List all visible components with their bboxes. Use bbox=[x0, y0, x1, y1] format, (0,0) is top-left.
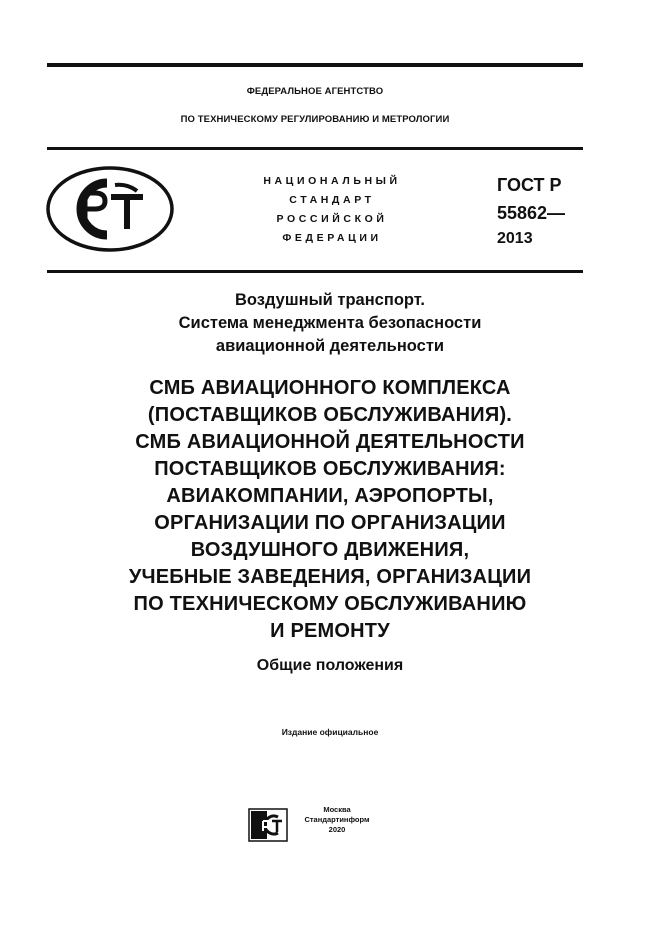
document-title bbox=[47, 375, 613, 645]
title-line: ПОСТАВЩИКОВ ОБСЛУЖИВАНИЯ: bbox=[154, 458, 506, 480]
title-line: ВОЗДУШНОГО ДВИЖЕНИЯ, bbox=[190, 539, 470, 561]
standard-code-line2: 55862— bbox=[497, 203, 566, 223]
title-line: СМБ АВИАЦИОННОГО КОМПЛЕКСА bbox=[149, 377, 511, 399]
national-standard-line: РОССИЙСКОЙ bbox=[276, 213, 388, 225]
title-line: АВИАКОМПАНИИ, АЭРОПОРТЫ, bbox=[166, 485, 494, 507]
national-standard-label bbox=[232, 172, 432, 248]
standartinform-logo-icon bbox=[248, 808, 288, 842]
national-standard-line: СТАНДАРТ bbox=[289, 194, 375, 206]
title-line: СМБ АВИАЦИОННОЙ ДЕЯТЕЛЬНОСТИ bbox=[135, 431, 525, 453]
publisher-block bbox=[248, 805, 398, 845]
top-rule bbox=[47, 63, 583, 67]
subtitle-line: Система менеджмента безопасности bbox=[178, 314, 482, 332]
national-standard-line: НАЦИОНАЛЬНЫЙ bbox=[263, 175, 401, 187]
publisher-year: 2020 bbox=[328, 825, 346, 834]
agency-name-line1: ФЕДЕРАЛЬНОЕ АГЕНТСТВО bbox=[246, 86, 384, 97]
title-line: ОРГАНИЗАЦИИ ПО ОРГАНИЗАЦИИ bbox=[154, 512, 506, 534]
standard-code bbox=[497, 171, 565, 251]
title-line: ПО ТЕХНИЧЕСКОМУ ОБСЛУЖИВАНИЮ bbox=[133, 593, 527, 615]
official-edition-label: Издание официальное bbox=[281, 727, 379, 737]
rst-logo-icon bbox=[45, 165, 175, 253]
title-line: И РЕМОНТУ bbox=[270, 620, 390, 642]
national-standard-line: ФЕДЕРАЦИИ bbox=[282, 232, 382, 244]
publisher-city: Москва bbox=[323, 805, 351, 814]
general-provisions-heading: Общие положения bbox=[256, 657, 404, 674]
title-line: УЧЕБНЫЕ ЗАВЕДЕНИЯ, ОРГАНИЗАЦИИ bbox=[128, 566, 532, 588]
title-rule bbox=[47, 270, 583, 273]
publisher-name: Стандартинформ bbox=[304, 815, 370, 824]
title-line: (ПОСТАВЩИКОВ ОБСЛУЖИВАНИЯ). bbox=[147, 404, 513, 426]
subtitle-line: Воздушный транспорт. bbox=[235, 291, 425, 309]
subtitle-line: авиационной деятельности bbox=[215, 337, 445, 355]
agency-name-line2: ПО ТЕХНИЧЕСКОМУ РЕГУЛИРОВАНИЮ И МЕТРОЛОГИИ bbox=[180, 114, 450, 125]
document-subtitle bbox=[47, 289, 613, 358]
standard-code-line1: ГОСТ Р bbox=[497, 175, 562, 195]
standard-year: 2013 bbox=[497, 230, 533, 247]
header-rule bbox=[47, 147, 583, 150]
publisher-text bbox=[292, 805, 382, 835]
